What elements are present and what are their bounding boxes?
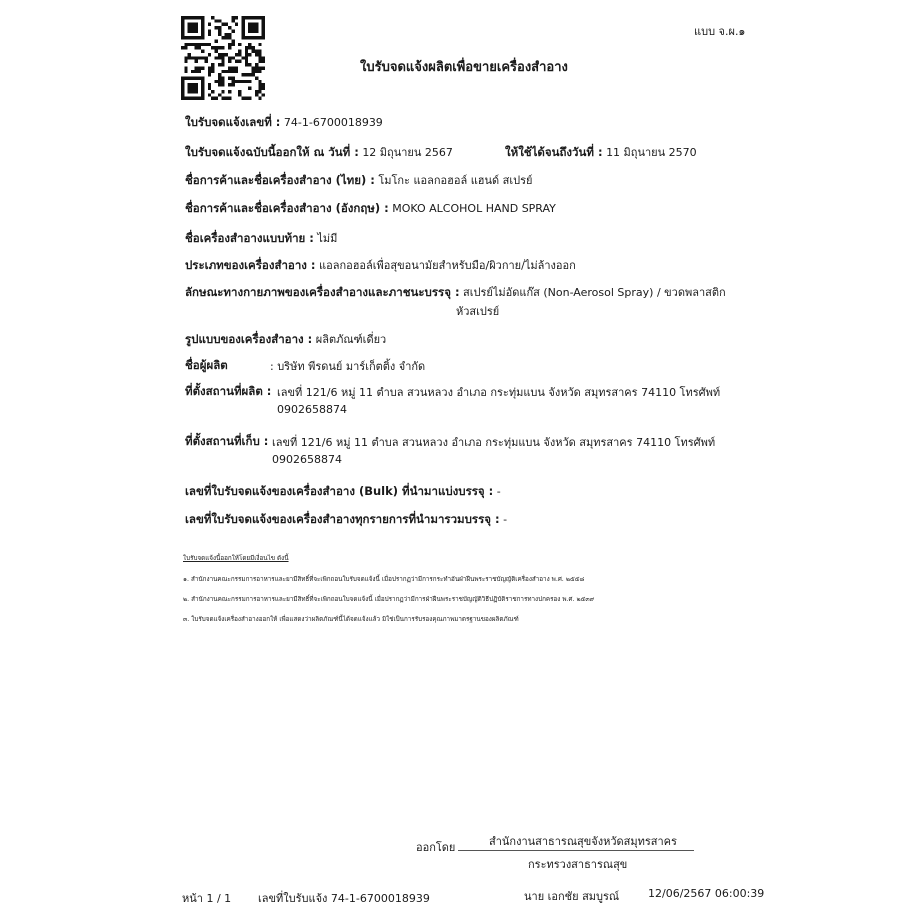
valid-date-row <box>505 143 697 162</box>
issue-date-label: ใบรับจดแจ้งฉบับนี้ออกให้ ณ วันที่ : <box>185 145 359 159</box>
cosmetic-type-label: ประเภทของเครื่องสำอาง : <box>185 258 316 272</box>
manufacturer: : บริษัท พีรดนย์ มาร์เก็ตติ้ง จำกัด <box>270 360 426 373</box>
physical-row <box>185 283 726 302</box>
receipt-number-row <box>185 114 383 132</box>
format: ผลิตภัณฑ์เดี่ยว <box>315 333 387 346</box>
officer-name: นาย เอกชัย สมบูรณ์ <box>524 890 620 903</box>
form-code: แบบ จ.ผ.๑ <box>694 25 746 38</box>
manufacturer-label: ชื่อผู้ผลิต <box>185 358 228 372</box>
assembled-value: - <box>503 513 508 526</box>
trade-name-th-label: ชื่อการค้าและชื่อเครื่องสำอาง (ไทย) : <box>185 173 375 187</box>
conditions-heading: ใบรับจดแจ้งนี้ออกให้โดยมีเงื่อนไข ดังนี้ <box>183 555 289 562</box>
trade-name-th-row <box>185 171 532 190</box>
issuing-office: สำนักงานสาธารณสุขจังหวัดสมุทรสาคร <box>489 835 677 848</box>
factory-address-line1: เลขที่ 121/6 หมู่ 11 ตำบล สวนหลวง อำเภอ กระทุ่มแบน จังหวัด สมุทรสาคร 74110 โทรศัพท์ <box>277 386 721 399</box>
receipt-number: 74-1-6700018939 <box>283 116 383 129</box>
bulk-label: เลขที่ใบรับจดแจ้งของเครื่องสำอาง (Bulk) ที่นำมาแบ่งบรรจุ : <box>185 484 494 498</box>
trade-name-en: MOKO ALCOHOL HAND SPRAY <box>392 202 556 215</box>
suffix-name-row <box>185 229 337 248</box>
condition-item: ๓. ใบรับจดแจ้งเครื่องสำอางออกให้ เพื่อแสดงว่าผลิตภัณฑ์นี้ได้จดแจ้งแล้ว มิใช่เป็นการรับรองคุณภาพมาตรฐานของผลิตภัณฑ์ <box>183 616 519 623</box>
signature-line <box>458 850 694 851</box>
format-label: รูปแบบของเครื่องสำอาง : <box>185 332 313 346</box>
document-title: ใบรับจดแจ้งผลิตเพื่อขายเครื่องสำอาง <box>360 60 568 75</box>
cosmetic-type-row <box>185 256 576 275</box>
factory-label: ที่ตั้งสถานที่ผลิต : <box>185 384 272 398</box>
timestamp: 12/06/2567 06:00:39 <box>648 887 765 900</box>
issue-date-row <box>185 143 453 162</box>
condition-item: ๑. สำนักงานคณะกรรมการอาหารและยามีสิทธิ์ที่จะเพิกถอนใบรับจดแจ้งนี้ เมื่อปรากฏว่ามีการกระทำอันฝ่าฝืนพระราชบัญญัติเครื่องสำอาง พ.ศ. ๒๕๕๘ <box>183 576 585 583</box>
bulk-value: - <box>496 485 501 498</box>
storage-address-line2: 0902658874 <box>272 453 342 466</box>
physical-line2: หัวสเปรย์ <box>456 305 500 318</box>
valid-date-label: ให้ใช้ได้จนถึงวันที่ : <box>505 145 603 159</box>
assembled-row <box>185 511 507 529</box>
storage-label: ที่ตั้งสถานที่เก็บ : <box>185 434 269 448</box>
trade-name-en-row <box>185 200 556 218</box>
trade-name-en-label: ชื่อการค้าและชื่อเครื่องสำอาง (อังกฤษ) : <box>185 201 389 215</box>
physical-label: ลักษณะทางกายภาพของเครื่องสำอางและภาชนะบรรจุ : <box>185 285 460 299</box>
bulk-row <box>185 483 501 501</box>
valid-date: 11 มิถุนายน 2570 <box>606 146 697 159</box>
storage-address-line1: เลขที่ 121/6 หมู่ 11 ตำบล สวนหลวง อำเภอ กระทุ่มแบน จังหวัด สมุทรสาคร 74110 โทรศัพท์ <box>272 436 716 449</box>
issued-by-label: ออกโดย <box>416 841 456 854</box>
format-row <box>185 330 386 349</box>
page-number: หน้า 1 / 1 <box>182 892 232 905</box>
suffix-name-label: ชื่อเครื่องสำอางแบบท้าย : <box>185 231 314 245</box>
condition-item: ๒. สำนักงานคณะกรรมการอาหารและยามีสิทธิ์ที่จะเพิกถอนใบจดแจ้งนี้ เมื่อปรากฏว่ามีการฝ่าฝืนพระราชบัญญัติวิธีปฏิบัติราชการทางปกครอง พ.ศ. ๒๕๓๙ <box>183 596 595 603</box>
footer-receipt-ref: เลขที่ใบรับแจ้ง 74-1-6700018939 <box>258 892 430 905</box>
issue-date: 12 มิถุนายน 2567 <box>362 146 453 159</box>
trade-name-th: โมโกะ แอลกอฮอล์ แฮนด์ สเปรย์ <box>378 174 533 187</box>
suffix-name: ไม่มี <box>317 232 338 245</box>
physical-line1: สเปรย์ไม่อัดแก๊ส (Non-Aerosol Spray) / ขวดพลาสติก <box>463 286 726 299</box>
qr-code-icon <box>181 16 265 100</box>
factory-address-line2: 0902658874 <box>277 403 347 416</box>
receipt-number-label: ใบรับจดแจ้งเลขที่ : <box>185 115 281 129</box>
cosmetic-type: แอลกอฮอล์เพื่อสุขอนามัยสำหรับมือ/ผิวกาย/ไม่ล้างออก <box>319 259 576 272</box>
assembled-label: เลขที่ใบรับจดแจ้งของเครื่องสำอางทุกรายการที่นำมารวมบรรจุ : <box>185 512 500 526</box>
issuing-ministry: กระทรวงสาธารณสุข <box>528 858 628 871</box>
